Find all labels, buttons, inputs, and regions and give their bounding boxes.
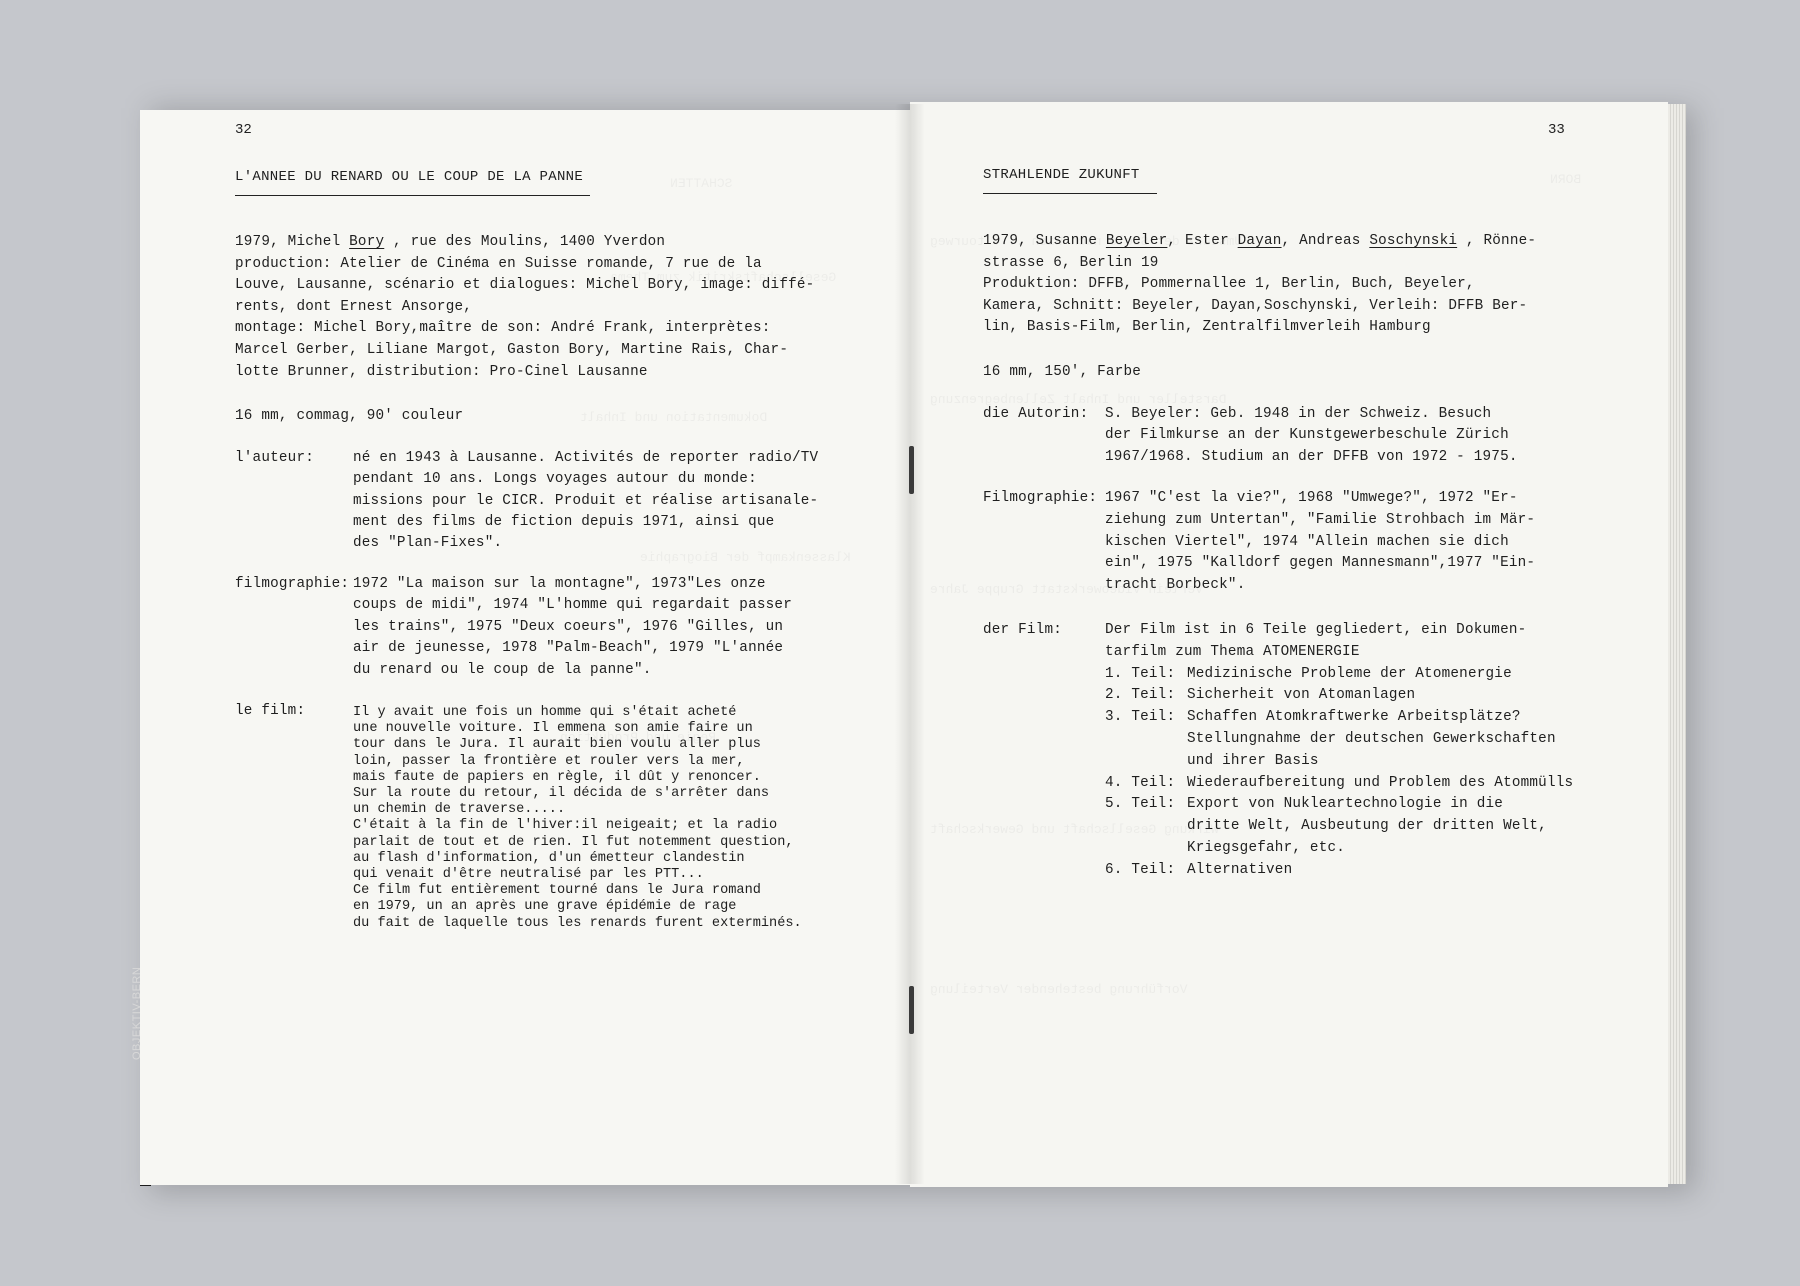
text-line: montage: Michel Bory,maître de son: André Frank, interprètes: xyxy=(235,320,771,337)
text-line: Kamera, Schnitt: Beyeler, Dayan,Soschynski, Verleih: DFFB Ber- xyxy=(983,297,1528,314)
text-line: coups de midi", 1974 "L'homme qui regardait passer xyxy=(353,597,792,614)
text-line: parlait de tout et de rien. Il fut notemment question, xyxy=(353,834,794,850)
text-line: Der Film ist in 6 Teile gegliedert, ein Dokumen- xyxy=(1105,622,1527,638)
text-line: du renard ou le coup de la panne". xyxy=(353,661,652,678)
page-number: 33 xyxy=(1548,122,1565,138)
staple-top xyxy=(909,446,914,494)
text-line: au flash d'information, d'un émetteur clandestin xyxy=(353,850,745,866)
left-page xyxy=(140,110,910,1185)
text-line: une nouvelle voiture. Il emmena son amie faire un xyxy=(353,721,753,737)
part-label: 3. Teil: xyxy=(1105,709,1176,726)
text-line: air de jeunesse, 1978 "Palm-Beach", 1979 "L'année xyxy=(353,640,784,657)
page-number: 32 xyxy=(235,122,252,138)
format-line: 16 mm, 150', Farbe xyxy=(983,364,1142,380)
part-description: Wiederaufbereitung und Problem des Atommülls xyxy=(1187,774,1574,791)
part-description: Export von Nukleartechnologie in die xyxy=(1187,796,1504,813)
part-label: 4. Teil: xyxy=(1105,774,1176,791)
text-line: Marcel Gerber, Liliane Margot, Gaston Bory, Martine Rais, Char- xyxy=(235,342,789,358)
author-label: l'auteur: xyxy=(235,450,315,466)
text-line: lin, Basis-Film, Berlin, Zentralfilmverleih Hamburg xyxy=(983,319,1431,336)
part-label: 1. Teil: xyxy=(1105,665,1176,682)
text-line: Produktion: DFFB, Pommernallee 1, Berlin, Buch, Beyeler, xyxy=(983,276,1475,293)
text-line: Sur la route du retour, il décida de s'arrêter dans xyxy=(353,786,770,801)
text-line: tour dans le Jura. Il aurait bien voulu aller plus xyxy=(353,737,761,753)
text-line: 1979, Michel Bory , rue des Moulins, 1400 Yverdon xyxy=(235,234,666,250)
text-line: kischen Viertel", 1974 "Allein machen sie dich xyxy=(1105,533,1509,550)
text-line: ziehung zum Untertan", "Familie Strohbach im Mär- xyxy=(1105,511,1536,528)
film-title: STRAHLENDE ZUKUNFT xyxy=(983,167,1140,183)
right-page xyxy=(910,102,1668,1187)
page-stack-edge xyxy=(1668,104,1686,1184)
text-line: Ce film fut entièrement tourné dans le Jura romand xyxy=(353,883,761,899)
text-line: 1967 "C'est la vie?", 1968 "Umwege?", 1972 "Er- xyxy=(1105,490,1518,506)
film-label: le film: xyxy=(235,703,306,719)
text-line: des "Plan-Fixes". xyxy=(353,535,503,552)
part-label: 2. Teil: xyxy=(1105,687,1176,704)
title-underline xyxy=(983,193,1157,194)
text-line: les trains", 1975 "Deux coeurs", 1976 "Gilles, un xyxy=(353,618,784,635)
part-label: 5. Teil: xyxy=(1105,796,1176,813)
filmography-label: Filmographie: xyxy=(983,490,1098,506)
part-label: 6. Teil: xyxy=(1105,861,1176,878)
part-description: Sicherheit von Atomanlagen xyxy=(1187,687,1416,704)
text-line: 1972 "La maison sur la montagne", 1973"Les onze xyxy=(353,576,766,592)
text-line: tracht Borbeck". xyxy=(1105,577,1246,594)
text-line: pendant 10 ans. Longs voyages autour du monde: xyxy=(353,471,757,488)
text-line: ment des films de fiction depuis 1971, ainsi que xyxy=(353,513,775,530)
text-line: lotte Brunner, distribution: Pro-Cinel Lausanne xyxy=(235,363,648,380)
text-line: un chemin de traverse..... xyxy=(353,802,566,818)
text-line: ein", 1975 "Kalldorf gegen Mannesmann",1977 "Ein- xyxy=(1105,555,1536,572)
text-line: tarfilm zum Thema ATOMENERGIE xyxy=(1105,643,1360,660)
staple-bottom xyxy=(909,986,914,1034)
text-line: né en 1943 à Lausanne. Activités de reporter radio/TV xyxy=(353,450,819,466)
text-line: rents, dont Ernest Ansorge, xyxy=(235,298,473,315)
format-line: 16 mm, commag, 90' couleur xyxy=(235,408,464,424)
text-line: Louve, Lausanne, scénario et dialogues: Michel Bory, image: diffé- xyxy=(235,277,815,294)
part-description: Alternativen xyxy=(1187,861,1293,878)
text-line: C'était à la fin de l'hiver:il neigeait; et la radio xyxy=(353,818,778,834)
author-label: die Autorin: xyxy=(983,406,1089,422)
text-line: Il y avait une fois un homme qui s'était acheté xyxy=(353,705,737,720)
text-line: du fait de laquelle tous les renards furent exterminés. xyxy=(353,915,802,931)
text-line: strasse 6, Berlin 19 xyxy=(983,254,1159,271)
part-description: Medizinische Probleme der Atomenergie xyxy=(1187,665,1512,682)
text-line: 1979, Susanne Beyeler, Ester Dayan, Andreas Soschynski , Rönne- xyxy=(983,233,1537,249)
text-line: qui venait d'être neutralisé par les PTT... xyxy=(353,867,704,882)
film-title: L'ANNEE DU RENARD OU LE COUP DE LA PANNE xyxy=(235,169,584,185)
filmography-label: filmographie: xyxy=(235,576,350,592)
part-description: Stellungnahme der deutschen Gewerkschaften xyxy=(1187,731,1556,747)
text-line: der Filmkurse an der Kunstgewerbeschule Zürich xyxy=(1105,427,1509,444)
title-underline xyxy=(235,195,590,196)
text-line: 1967/1968. Studium an der DFFB von 1972 - 1975. xyxy=(1105,448,1518,465)
text-line: mais faute de papiers en règle, il dût y renoncer. xyxy=(353,769,761,785)
part-description: und ihrer Basis xyxy=(1187,752,1319,769)
text-line: production: Atelier de Cinéma en Suisse romande, 7 rue de la xyxy=(235,255,762,272)
spine-label: OBJEKTIV-BERN xyxy=(131,966,143,1060)
text-line: missions pour le CICR. Produit et réalise artisanale- xyxy=(353,492,819,509)
part-description: Schaffen Atomkraftwerke Arbeitsplätze? xyxy=(1187,709,1521,726)
text-line: loin, passer la frontière et rouler vers la mer, xyxy=(353,753,745,769)
part-description: Kriegsgefahr, etc. xyxy=(1187,840,1346,856)
film-label: der Film: xyxy=(983,622,1063,638)
text-line: S. Beyeler: Geb. 1948 in der Schweiz. Besuch xyxy=(1105,406,1492,422)
part-description: dritte Welt, Ausbeutung der dritten Welt, xyxy=(1187,818,1547,835)
text-line: en 1979, un an après une grave épidémie de rage xyxy=(353,899,737,915)
